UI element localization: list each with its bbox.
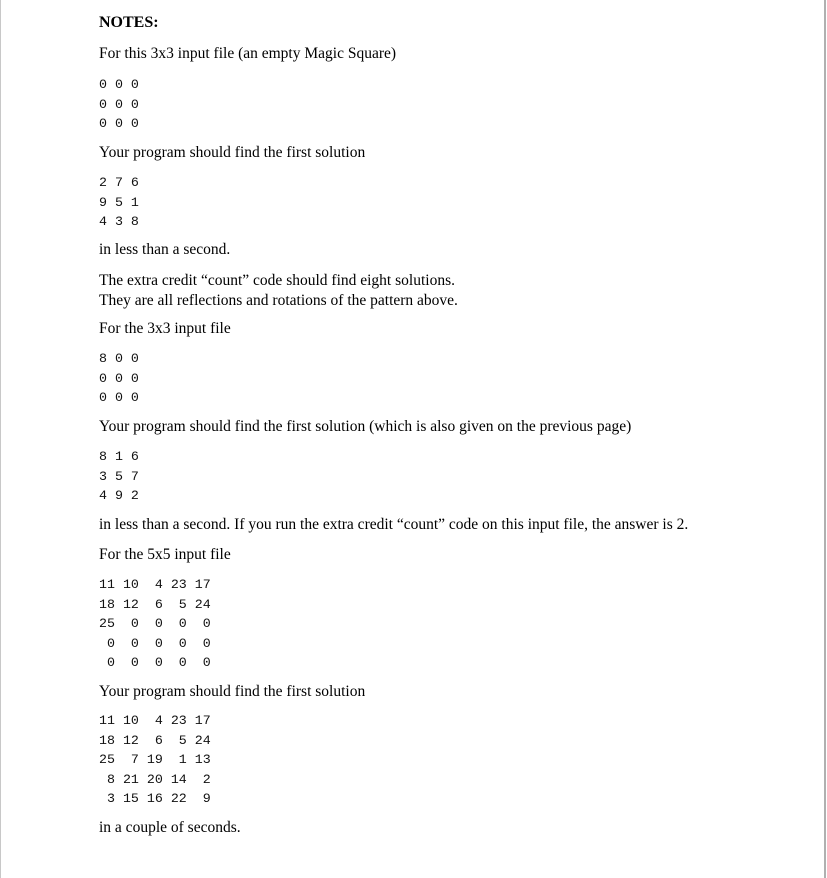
paragraph-3x3-input-file: For the 3x3 input file	[99, 320, 231, 337]
notes-heading: NOTES:	[99, 14, 159, 31]
grid-solution-5x5: 11 10 4 23 17 18 12 6 5 24 25 7 19 1 13 8 21 20 14 2 3 15 16 22 9	[99, 713, 211, 807]
paragraph-extra-credit-line-1: The extra credit “count” code should find eight solutions.	[99, 272, 455, 289]
paragraph-empty-3x3: For this 3x3 input file (an empty Magic Square)	[99, 45, 397, 62]
grid-input-5x5: 11 10 4 23 17 18 12 6 5 24 25 0 0 0 0 0 0 0 0 0 0 0 0 0 0	[99, 577, 211, 671]
paragraph-5x5-input-file: For the 5x5 input file	[99, 546, 231, 563]
paragraph-extra-credit-line-2: They are all reflections and rotations of the pattern above.	[99, 292, 458, 309]
grid-solution-3x3: 2 7 6 9 5 1 4 3 8	[99, 175, 139, 230]
paragraph-first-solution-previous-page: Your program should find the first solution (which is also given on the previous page)	[99, 418, 632, 435]
paragraph-couple-of-seconds: in a couple of seconds.	[99, 819, 241, 836]
paragraph-first-solution-3x3: Your program should find the first solution	[99, 144, 366, 161]
paragraph-first-solution-5x5: Your program should find the first solution	[99, 683, 366, 700]
paragraph-count-answer: in less than a second. If you run the extra credit “count” code on this input file, the answer is 2.	[99, 516, 689, 533]
grid-solution-8-3x3: 8 1 6 3 5 7 4 9 2	[99, 449, 139, 504]
grid-empty-3x3: 0 0 0 0 0 0 0 0 0	[99, 77, 139, 132]
grid-input-8-3x3: 8 0 0 0 0 0 0 0 0	[99, 351, 139, 406]
paragraph-less-than-second-1: in less than a second.	[99, 241, 231, 258]
